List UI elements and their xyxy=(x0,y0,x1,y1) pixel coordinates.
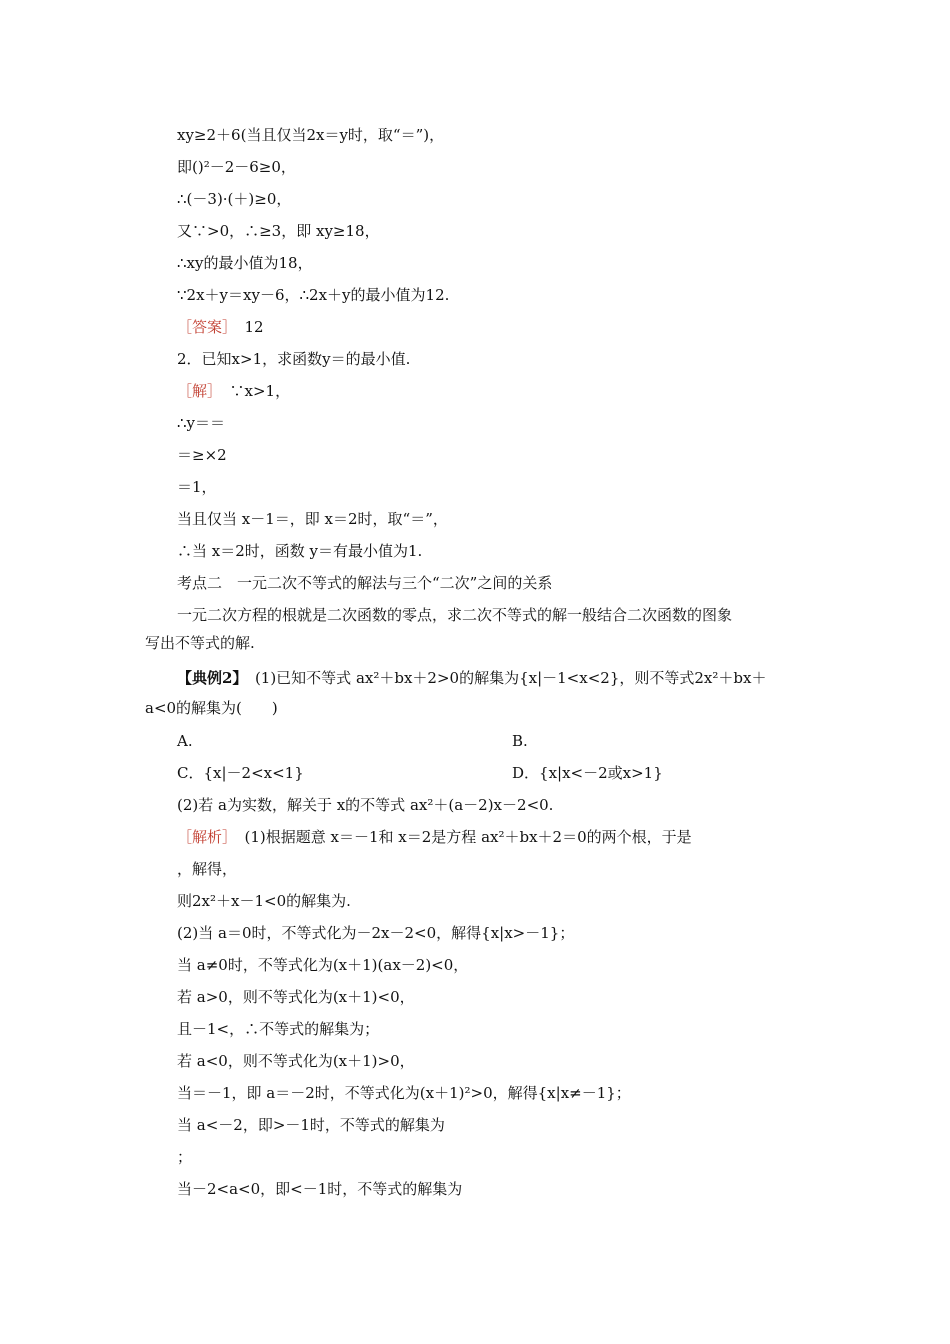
text-line: 当 a<－2，即>－1时，不等式的解集为 xyxy=(177,1116,445,1134)
option-d: D．{x|x<－2或x>1} xyxy=(512,764,663,782)
problem-2-title: 2．已知x>1，求函数y＝的最小值. xyxy=(177,350,411,368)
text-line: 则2x²＋x－1<0的解集为. xyxy=(177,892,351,910)
solution-tag: ［解］ xyxy=(177,382,215,400)
text-line: (2)若 a为实数，解关于 x的不等式 ax²＋(a－2)x－2<0. xyxy=(177,796,554,814)
paragraph-line: 写出不等式的解. xyxy=(145,634,255,652)
analysis-tag: ［解析］ xyxy=(177,828,230,846)
text-line: ，解得， xyxy=(177,860,238,878)
option-a: A. xyxy=(177,732,193,750)
text-line: 若 a>0，则不等式化为(x＋1)<0， xyxy=(177,988,415,1006)
answer-value: 12 xyxy=(229,318,264,336)
text-line: ∴y＝＝ xyxy=(177,414,226,432)
example-line-cont: a<0的解集为( ) xyxy=(145,699,278,717)
text-line: 当 a≠0时，不等式化为(x＋1)(ax－2)<0， xyxy=(177,956,469,974)
text-line: 当且仅当 x－1＝，即 x＝2时，取“＝”， xyxy=(177,510,448,528)
analysis-line xyxy=(177,826,692,848)
option-c: C．{x|－2<x<1} xyxy=(177,764,304,782)
solution-text: ∵x>1， xyxy=(214,382,291,400)
answer-tag: ［答案］ xyxy=(177,318,230,336)
example-text: (1)已知不等式 ax²＋bx＋2>0的解集为{x|－1<x<2}，则不等式2x²＋bx＋ xyxy=(239,669,767,687)
text-line: 且－1<，∴不等式的解集为； xyxy=(177,1020,380,1038)
example-tag: 【典例2】 xyxy=(177,669,240,687)
text-line: (2)当 a＝0时，不等式化为－2x－2<0，解得{x|x>－1}； xyxy=(177,924,575,942)
paragraph-line: 一元二次方程的根就是二次函数的零点，求二次不等式的解一般结合二次函数的图象 xyxy=(177,606,733,624)
option-b: B. xyxy=(512,732,528,750)
text-line: ＝≥×2 xyxy=(177,446,227,464)
section-heading: 考点二 一元二次不等式的解法与三个“二次”之间的关系 xyxy=(177,574,553,592)
text-line: ； xyxy=(177,1148,193,1166)
text-line: ∴当 x＝2时，函数 y＝有最小值为1. xyxy=(177,542,423,560)
text-line: ＝1， xyxy=(177,478,217,496)
analysis-text: (1)根据题意 x＝－1和 x＝2是方程 ax²＋bx＋2＝0的两个根，于是 xyxy=(229,828,692,846)
text-line: xy≥2＋6(当且仅当2x＝y时，取“＝”)， xyxy=(177,126,445,144)
text-line: 即()²－2－6≥0， xyxy=(177,158,296,176)
text-line: 又∵>0，∴≥3，即 xy≥18， xyxy=(177,222,380,240)
text-line: ∴(－3)·(＋)≥0， xyxy=(177,190,292,208)
text-line: 当－2<a<0，即<－1时，不等式的解集为 xyxy=(177,1180,463,1198)
solution-line xyxy=(177,380,290,402)
text-line: ∴xy的最小值为18， xyxy=(177,254,313,272)
text-line: 当＝－1，即 a＝－2时，不等式化为(x＋1)²>0，解得{x|x≠－1}； xyxy=(177,1084,631,1102)
text-line: ∵2x＋y＝xy－6，∴2x＋y的最小值为12. xyxy=(177,286,450,304)
text-line: 若 a<0，则不等式化为(x＋1)>0， xyxy=(177,1052,415,1070)
answer-line xyxy=(177,316,264,338)
example-line xyxy=(177,667,766,689)
